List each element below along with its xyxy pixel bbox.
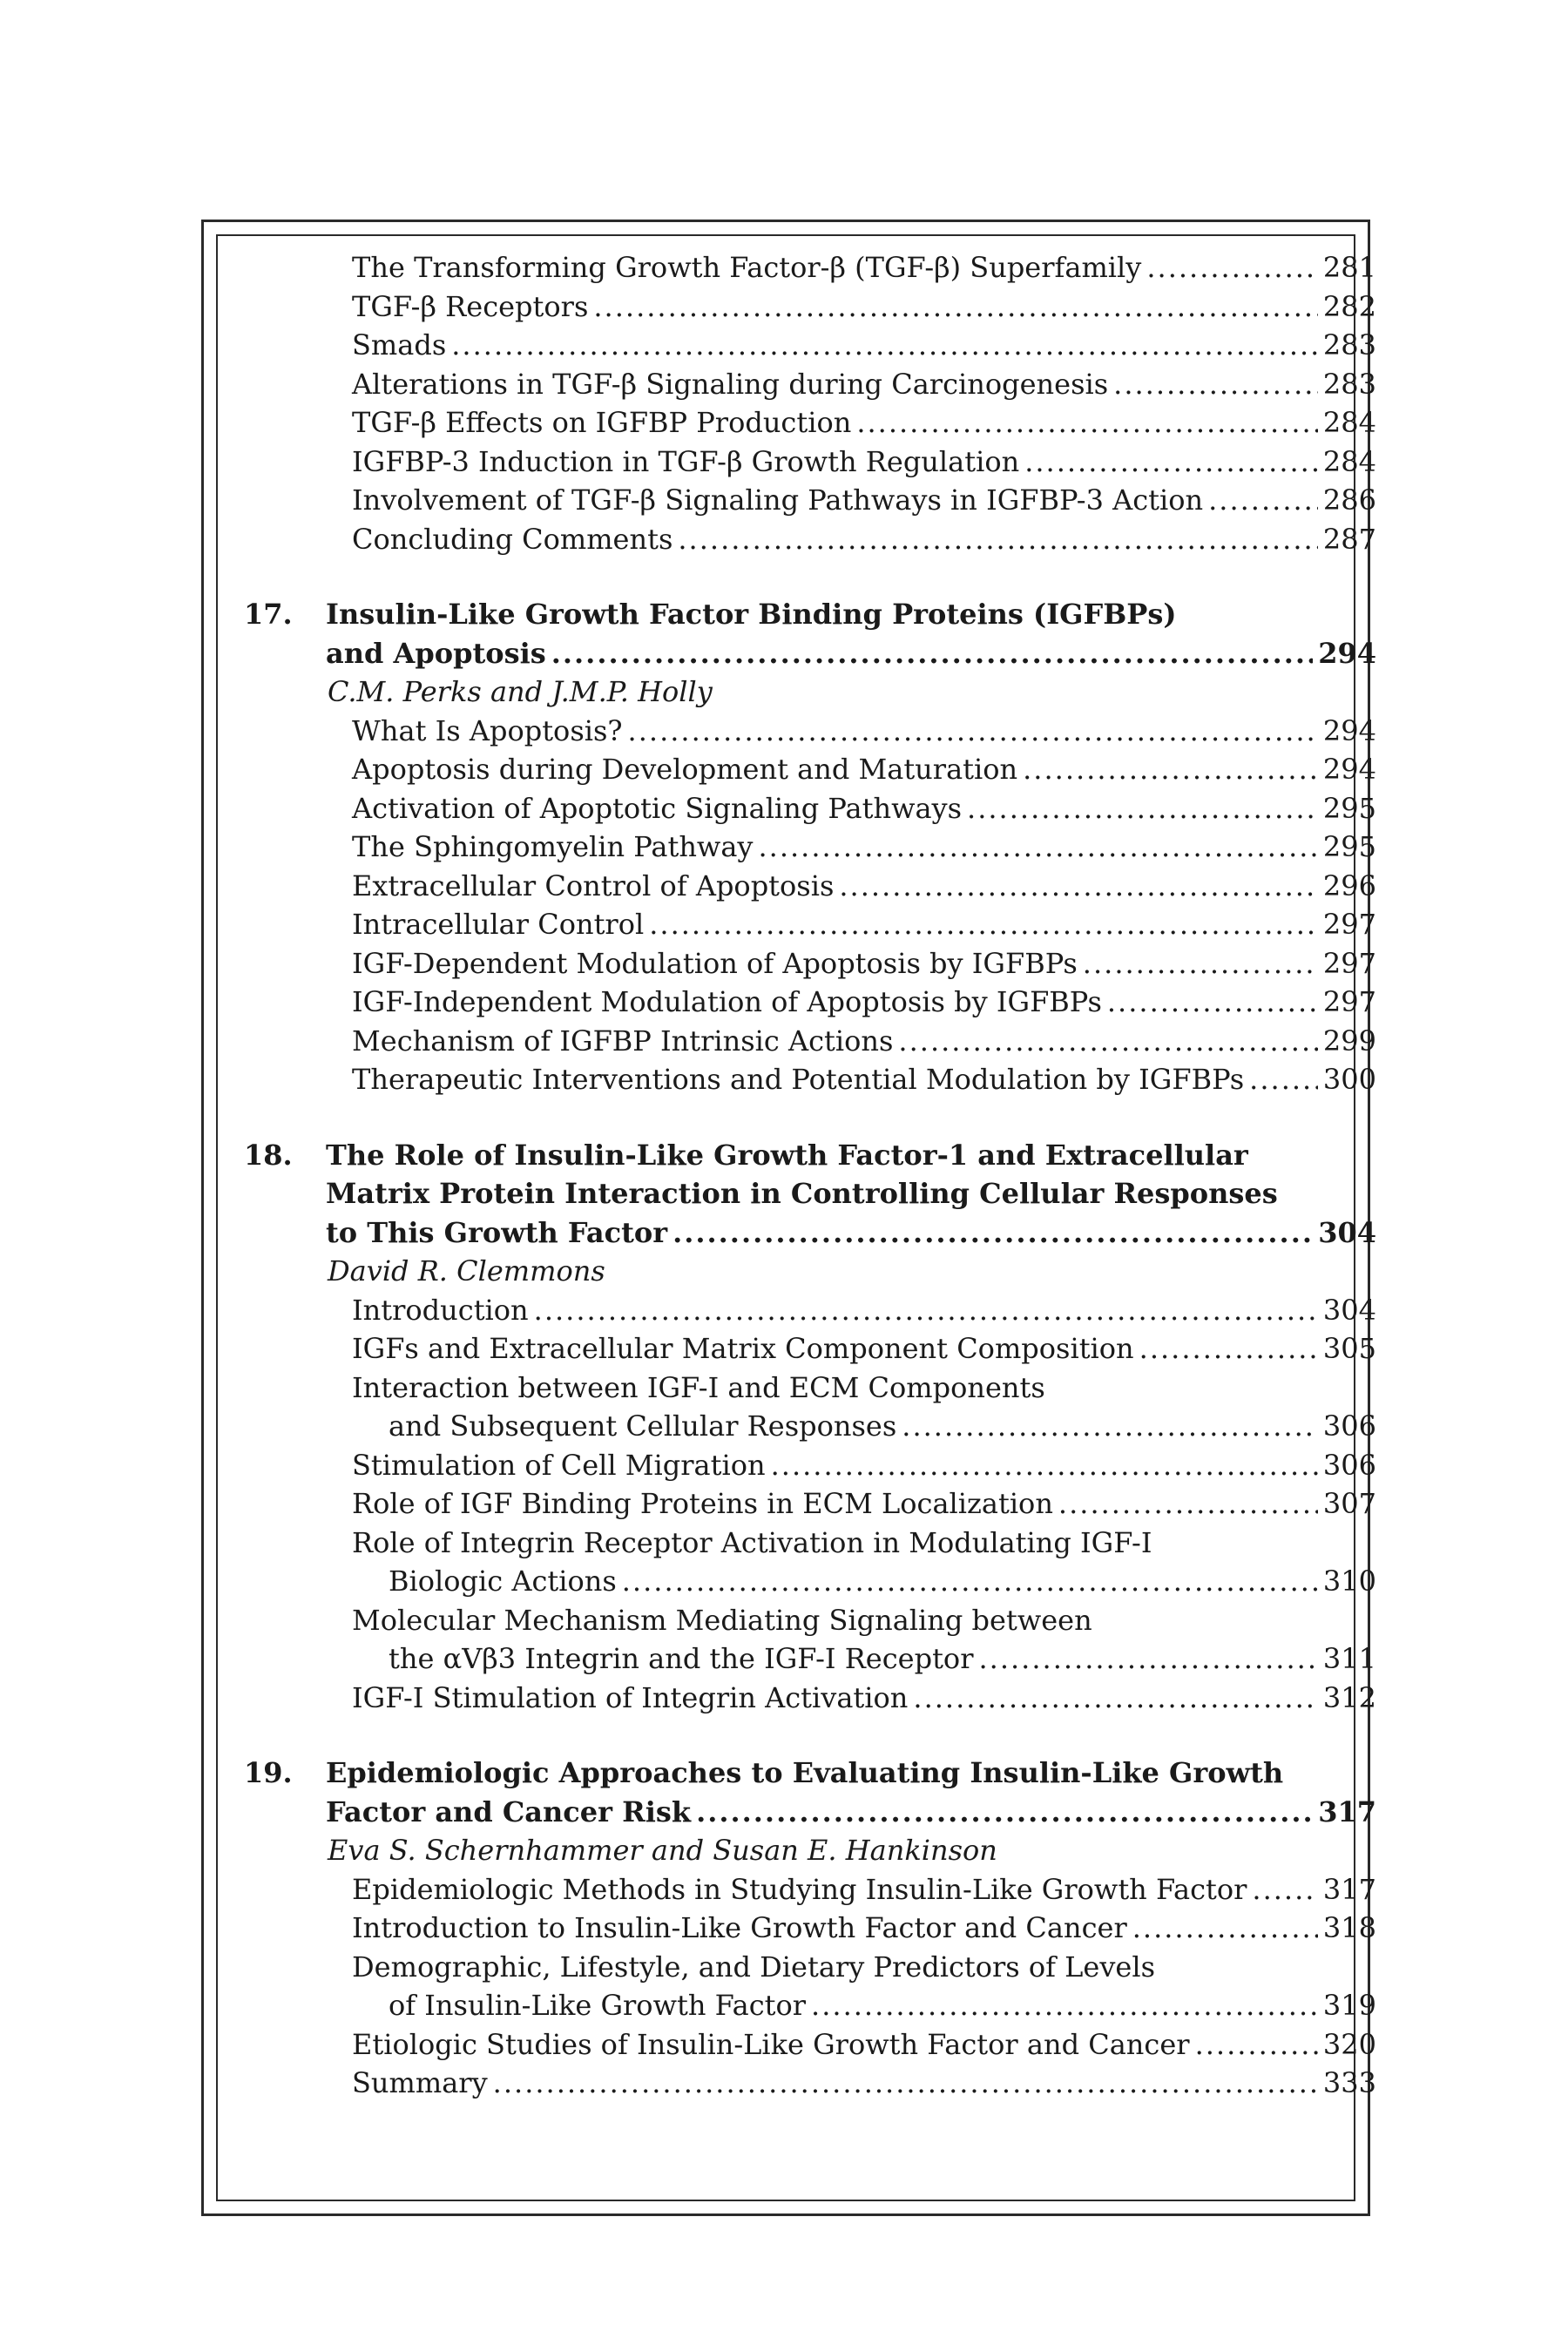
toc-entry[interactable]: Smads ..... 283	[244, 326, 1376, 365]
dot-leader	[913, 1679, 1318, 1718]
dot-leader	[1107, 983, 1318, 1022]
toc-entry[interactable]: IGFs and Extracellular Matrix Component Composition ..... 305	[244, 1329, 1376, 1369]
dot-leader	[967, 789, 1318, 828]
chapter-title: Matrix Protein Interaction in Controlling Cellular Responses	[326, 1177, 1278, 1210]
dot-leader	[1208, 481, 1318, 520]
chapter-18	[244, 1136, 1376, 1718]
dot-leader	[1083, 944, 1318, 983]
dot-leader	[593, 287, 1318, 327]
toc-entry[interactable]: Role of IGF Binding Proteins in ECM Localization ..... 307	[244, 1484, 1376, 1524]
toc-entry[interactable]: Therapeutic Interventions and Potential Modulation by IGFBPs ..... 300	[244, 1060, 1376, 1099]
toc-entry[interactable]: Concluding Comments ..... 287	[244, 520, 1376, 559]
dot-leader	[1024, 443, 1318, 482]
chapter-17	[244, 595, 1376, 1099]
chapter-number: 19.	[244, 1756, 293, 1789]
toc-entry[interactable]: of Insulin-Like Growth Factor ..... 319	[244, 1986, 1376, 2025]
toc-entry[interactable]: What Is Apoptosis? ..... 294	[244, 712, 1376, 751]
chapter-authors: Eva S. Schernhammer and Susan E. Hankinson	[328, 1834, 997, 1867]
toc-entry[interactable]: IGF-I Stimulation of Integrin Activation ..... 312	[244, 1679, 1376, 1718]
toc-entry[interactable]: Involvement of TGF-β Signaling Pathways in IGFBP-3 Action ..... 286	[244, 481, 1376, 520]
chapter-title-entry[interactable]: Factor and Cancer Risk ..... 317	[244, 1793, 1376, 1832]
toc-entry[interactable]: The Transforming Growth Factor-β (TGF-β) Superfamily ..... 281	[244, 248, 1376, 287]
chapter-title-entry[interactable]: to This Growth Factor ..... 304	[244, 1213, 1376, 1253]
dot-leader	[902, 1407, 1318, 1446]
toc-entry-line: Interaction between IGF-I and ECM Components	[352, 1370, 1045, 1404]
chapter-title: Insulin-Like Growth Factor Binding Proteins (IGFBPs)	[326, 598, 1177, 631]
chapter-number: 17.	[244, 598, 293, 631]
chapter-title: Epidemiologic Approaches to Evaluating Insulin-Like Growth	[326, 1756, 1284, 1789]
dot-leader	[534, 1291, 1318, 1330]
dot-leader	[856, 403, 1318, 443]
toc-entry[interactable]: Epidemiologic Methods in Studying Insulin-Like Growth Factor ..... 317	[244, 1870, 1376, 1909]
dot-leader	[1195, 2025, 1318, 2065]
toc-entry[interactable]: the αVβ3 Integrin and the IGF-I Receptor ..... 311	[244, 1639, 1376, 1679]
chapter-authors: C.M. Perks and J.M.P. Holly	[328, 675, 713, 708]
dot-leader	[1113, 365, 1318, 404]
toc-entry[interactable]: Alterations in TGF-β Signaling during Carcinogenesis ..... 283	[244, 365, 1376, 404]
toc-entry-line: Molecular Mechanism Mediating Signaling between	[352, 1603, 1092, 1637]
toc-entry[interactable]: Activation of Apoptotic Signaling Pathways ..... 295	[244, 789, 1376, 828]
toc-entry[interactable]: Apoptosis during Development and Maturation ..... 294	[244, 750, 1376, 789]
dot-leader	[1252, 1870, 1318, 1909]
toc-entry[interactable]: TGF-β Receptors ..... 282	[244, 287, 1376, 327]
toc-entry[interactable]: Summary ..... 333	[244, 2064, 1376, 2103]
chapter-number: 18.	[244, 1138, 293, 1172]
toc-entry[interactable]: TGF-β Effects on IGFBP Production ..... 284	[244, 403, 1376, 443]
dot-leader	[678, 520, 1318, 559]
dot-leader	[696, 1793, 1313, 1832]
chapter-16-continuation	[244, 248, 1376, 558]
chapter-title: The Role of Insulin-Like Growth Factor-1 and Extracellular	[326, 1138, 1248, 1172]
toc-entry[interactable]: and Subsequent Cellular Responses ..... 306	[244, 1407, 1376, 1446]
dot-leader	[451, 326, 1318, 365]
toc-entry-line: Role of Integrin Receptor Activation in Modulating IGF-I	[352, 1525, 1152, 1559]
dot-leader	[622, 1562, 1318, 1601]
toc-entry[interactable]: IGF-Dependent Modulation of Apoptosis by IGFBPs ..... 297	[244, 944, 1376, 983]
toc-entry[interactable]: Stimulation of Cell Migration ..... 306	[244, 1446, 1376, 1485]
table-of-contents	[244, 248, 1376, 2103]
dot-leader	[1146, 248, 1318, 287]
dot-leader	[1132, 1909, 1318, 1948]
toc-entry[interactable]: Intracellular Control ..... 297	[244, 905, 1376, 944]
toc-entry[interactable]: The Sphingomyelin Pathway ..... 295	[244, 828, 1376, 867]
dot-leader	[551, 634, 1313, 673]
toc-entry[interactable]: IGFBP-3 Induction in TGF-β Growth Regulation ..... 284	[244, 443, 1376, 482]
chapter-title-entry[interactable]: and Apoptosis ..... 294	[244, 634, 1376, 673]
toc-entry[interactable]: Biologic Actions ..... 310	[244, 1562, 1376, 1601]
dot-leader	[1249, 1060, 1318, 1099]
toc-entry[interactable]: Extracellular Control of Apoptosis ..... 296	[244, 867, 1376, 906]
dot-leader	[1023, 750, 1318, 789]
dot-leader	[978, 1639, 1317, 1679]
toc-entry[interactable]: Mechanism of IGFBP Intrinsic Actions ..... 299	[244, 1022, 1376, 1061]
dot-leader	[811, 1986, 1318, 2025]
dot-leader	[649, 905, 1318, 944]
dot-leader	[839, 867, 1318, 906]
dot-leader	[1058, 1484, 1318, 1524]
dot-leader	[1139, 1329, 1318, 1369]
dot-leader	[493, 2064, 1318, 2103]
chapter-19	[244, 1754, 1376, 2103]
dot-leader	[672, 1213, 1313, 1253]
toc-entry[interactable]: IGF-Independent Modulation of Apoptosis by IGFBPs ..... 297	[244, 983, 1376, 1022]
dot-leader	[771, 1446, 1318, 1485]
dot-leader	[628, 712, 1318, 751]
toc-entry[interactable]: Introduction to Insulin-Like Growth Factor and Cancer ..... 318	[244, 1909, 1376, 1948]
dot-leader	[758, 828, 1317, 867]
toc-entry-line: Demographic, Lifestyle, and Dietary Predictors of Levels	[352, 1950, 1156, 1984]
toc-entry[interactable]: Introduction ..... 304	[244, 1291, 1376, 1330]
chapter-authors: David R. Clemmons	[328, 1254, 605, 1288]
toc-entry[interactable]: Etiologic Studies of Insulin-Like Growth Factor and Cancer ..... 320	[244, 2025, 1376, 2065]
dot-leader	[898, 1022, 1318, 1061]
